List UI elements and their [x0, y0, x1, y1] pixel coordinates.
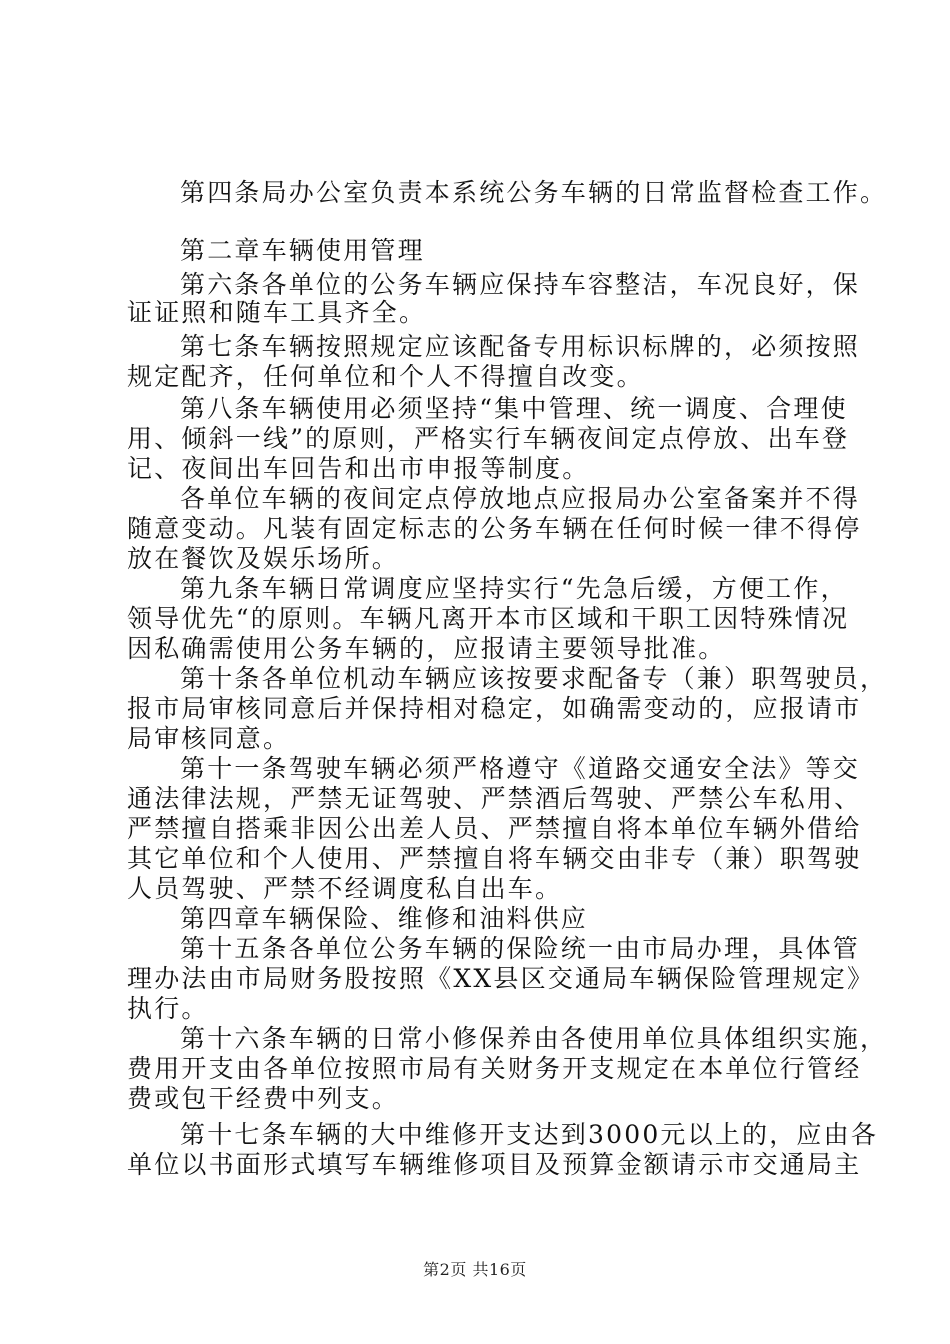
- text-line: 理办法由市局财务股按照《XX县区交通局车辆保险管理规定》: [127, 964, 875, 993]
- text-line: 领导优先“的原则。车辆凡离开本市区域和干职工因特殊情况: [127, 604, 850, 633]
- text-line: 通法律法规，严禁无证驾驶、严禁酒后驾驶、严禁公车私用、: [127, 784, 862, 813]
- text-line: 第七条车辆按照规定应该配备专用标识标牌的，必须按照: [180, 332, 861, 361]
- text-line: 报市局审核同意后并保持相对稳定，如确需变动的，应报请市: [127, 694, 862, 723]
- text-line: 费用开支由各单位按照市局有关财务开支规定在本单位行管经: [127, 1054, 862, 1083]
- text-line: 第九条车辆日常调度应坚持实行“先急后缓，方便工作，: [180, 574, 848, 603]
- text-line: 证证照和随车工具齐全。: [127, 298, 427, 327]
- text-line: 单位以书面形式填写车辆维修项目及预算金额请示市交通局主: [127, 1150, 862, 1179]
- text-line: 第四条局办公室负责本系统公务车辆的日常监督检查工作。: [180, 178, 888, 207]
- text-line: 用、倾斜一线”的原则，严格实行车辆夜间定点停放、出车登: [127, 424, 850, 453]
- text-line: 第十条各单位机动车辆应该按要求配备专（兼）职驾驶员，: [180, 664, 888, 693]
- text-line: 其它单位和个人使用、严禁擅自将车辆交由非专（兼）职驾驶: [127, 844, 862, 873]
- text-line: 第八条车辆使用必须坚持“集中管理、统一调度、合理使: [180, 394, 848, 423]
- text-line: 因私确需使用公务车辆的，应报请主要领导批准。: [127, 634, 726, 663]
- page-footer: 第2页 共16页: [423, 1260, 527, 1279]
- text-line: 第十五条各单位公务车辆的保险统一由市局办理，具体管: [180, 934, 861, 963]
- text-line: 规定配齐，任何单位和个人不得擅自改变。: [127, 362, 644, 391]
- text-line: 第四章车辆保险、维修和油料供应: [180, 904, 589, 933]
- text-line: 放在餐饮及娱乐场所。: [127, 544, 400, 573]
- text-line: 第十一条驾驶车辆必须严格遵守《道路交通安全法》等交: [180, 754, 861, 783]
- text-line: 第六条各单位的公务车辆应保持车容整洁，车况良好，保: [180, 270, 861, 299]
- text-line: 执行。: [127, 994, 209, 1023]
- text-line: 人员驾驶、严禁不经调度私自出车。: [127, 874, 563, 903]
- text-line: 第十七条车辆的大中维修开支达到3000元以上的，应由各: [180, 1120, 879, 1149]
- text-line: 第二章车辆使用管理: [180, 236, 425, 265]
- text-line: 各单位车辆的夜间定点停放地点应报局办公室备案并不得: [180, 484, 861, 513]
- text-line: 第十六条车辆的日常小修保养由各使用单位具体组织实施，: [180, 1024, 888, 1053]
- text-line: 局审核同意。: [127, 724, 291, 753]
- text-line: 记、夜间出车回告和出市申报等制度。: [127, 454, 590, 483]
- text-line: 随意变动。凡装有固定标志的公务车辆在任何时候一律不得停: [127, 514, 862, 543]
- text-line: 费或包干经费中列支。: [127, 1084, 400, 1113]
- text-line: 严禁擅自搭乘非因公出差人员、严禁擅自将本单位车辆外借给: [127, 814, 862, 843]
